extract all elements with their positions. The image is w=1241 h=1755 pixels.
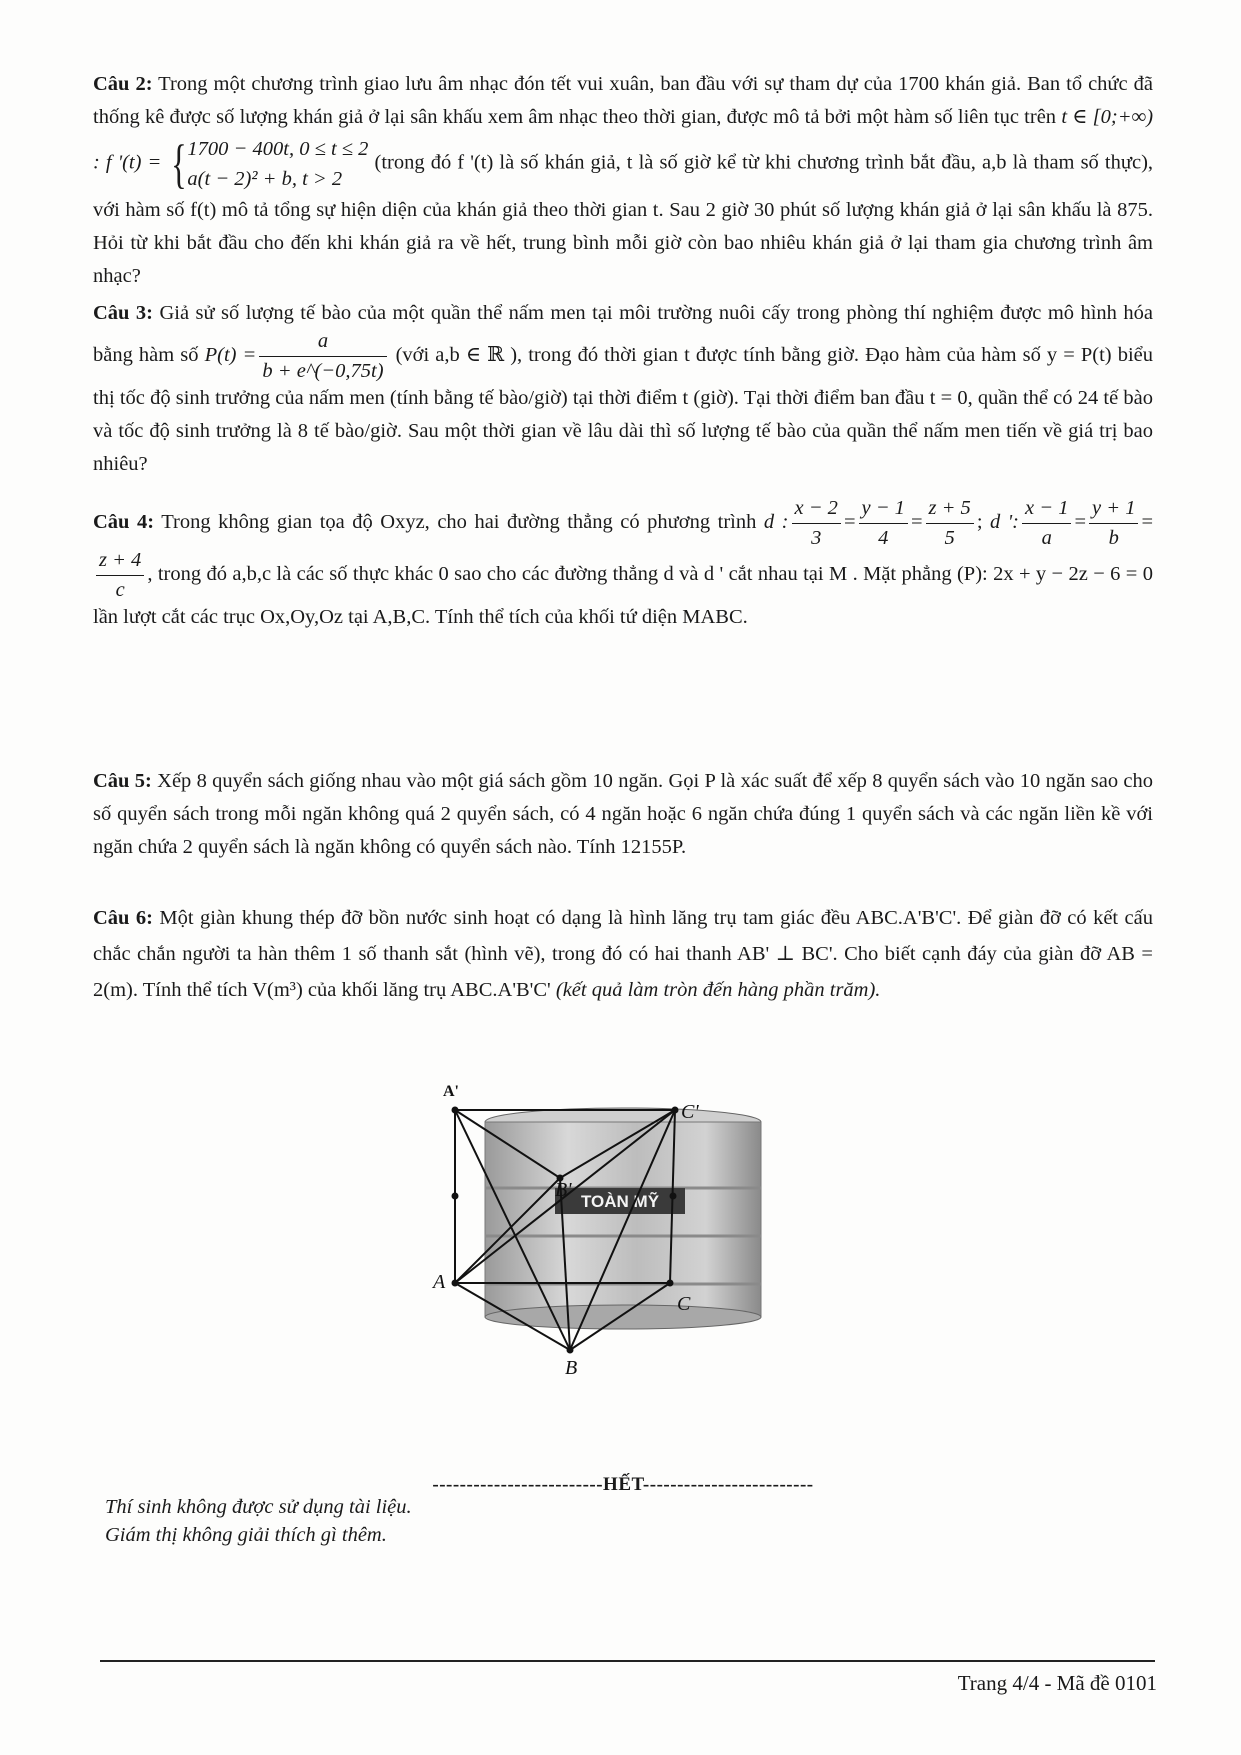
- question-2-text-b: (trong đó f '(t) là số khán giả, t là số giờ kể từ khi chương trình bắt đầu, a,b là tham số thực), với hàm số f(t) mô tả tổng sự hiện diện của khán giả theo thời gian t. Sau 2 giờ 30 phút số lượng khán giả ở lại sân khấu là 875. Hỏi từ khi bắt đầu cho đến khi khán giả ra về hết, trung bình mỗi giờ còn bao nhiêu khán giả ở lại tham gia chương trình âm nhạc?: [93, 151, 1154, 287]
- question-6-label: Câu 6:: [93, 907, 153, 929]
- vertex-label-c-prime: C': [681, 1101, 699, 1123]
- question-3-label: Câu 3:: [93, 302, 153, 324]
- tank-brand-text: TOÀN MỸ: [580, 1192, 660, 1211]
- piecewise-brace: {: [170, 134, 187, 194]
- question-5-label: Câu 5:: [93, 770, 152, 792]
- question-4: Câu 4: Trong không gian tọa độ Oxyz, cho hai đường thẳng có phương trình d : $\frac{x - 2}{3}$ = $\frac{y - 1}{4}$ = $\frac{z + 5}{5}$ ; d ': $\frac{x - 1}{a}$ = $\frac{y + 1}{b}$ = $\frac{z + 4}{c}$ , trong đó a,b,c là các số thực khác 0 sao cho các đường thẳng d và d ' cắt nhau tại M . Mặt phẳng (P): 2x + y − 2z − 6 = 0 lần lượt cắt các trục Ox,Oy,Oz tại A,B,C. Tính thể tích của khối tứ diện MABC.: [93, 497, 1154, 629]
- question-6-text: Một giàn khung thép đỡ bồn nước sinh hoạt có dạng là hình lăng trụ tam giác đều ABC.A'B'C'. Để giàn đỡ có kết cấu chắc chắn người ta hàn thêm 1 số thanh sắt (hình vẽ), trong đó có hai thanh AB' ⊥ BC'. Cho biết cạnh đáy của giàn đỡ AB = 2(m). Tính thể tích V(m³) của khối lăng trụ ABC.A'B'C': [93, 907, 1153, 1001]
- fraction-denominator: 4: [878, 526, 889, 549]
- question-2-label: Câu 2:: [93, 73, 153, 95]
- line-d-fraction-1: [792, 497, 841, 549]
- line-d-fraction-2: [859, 497, 908, 549]
- footer-divider: [100, 1660, 1155, 1662]
- line-dp-fraction-3: [96, 549, 144, 601]
- fraction-numerator: x − 1: [1022, 497, 1071, 524]
- end-marker: -------------------------HẾT-------------------------: [432, 1474, 814, 1495]
- fraction-numerator: x − 2: [792, 497, 841, 524]
- fraction-denominator: 3: [811, 526, 822, 549]
- page-footer: Trang 4/4 - Mã đề 0101: [957, 1671, 1157, 1695]
- piecewise-case-2: a(t − 2)² + b, t > 2: [187, 168, 343, 190]
- fraction-denominator: a: [1041, 526, 1052, 549]
- fraction-numerator: z + 4: [96, 549, 144, 576]
- line-d-name: d :: [763, 510, 789, 533]
- fraction-denominator: c: [115, 578, 125, 601]
- question-6-text-italic: (kết quả làm tròn đến hàng phần trăm).: [555, 979, 881, 1001]
- vertex-label-c: C: [677, 1293, 691, 1315]
- piecewise-case-1: 1700 − 400t, 0 ≤ t ≤ 2: [187, 138, 369, 160]
- vertex-label-a: A: [433, 1271, 446, 1293]
- vertex-label-a-prime: A': [443, 1083, 459, 1100]
- piecewise-cases: [187, 134, 368, 194]
- line-dp-fraction-1: [1022, 497, 1071, 549]
- fraction-numerator: y + 1: [1089, 497, 1138, 524]
- fraction-numerator: y − 1: [859, 497, 908, 524]
- fraction-denominator: 5: [944, 526, 955, 549]
- fraction-numerator: z + 5: [926, 497, 974, 524]
- question-3: [93, 297, 1153, 481]
- fraction-numerator: a: [259, 330, 386, 357]
- question-4-label: Câu 4:: [93, 510, 155, 533]
- line-d-fraction-3: [926, 497, 974, 549]
- question-3-text-a: Giả sử số lượng tế bào của một quần thể nấm men tại môi trường nuôi cấy trong phòng thí nghiệm được mô hình hóa bằng hàm số: [93, 302, 1153, 366]
- question-2-func: : f '(t) =: [93, 151, 162, 174]
- fraction-denominator: b: [1108, 526, 1119, 549]
- question-3-fraction: [259, 330, 386, 382]
- question-3-text-b: (với a,b ∈ ℝ ), trong đó thời gian t được tính bằng giờ. Đạo hàm của hàm số y = P(t) biểu thị tốc độ sinh trưởng của nấm men (tính bằng tế bào/giờ) tại thời điểm t (giờ). Tại thời điểm ban đầu t = 0, quần thể có 24 tế bào và tốc độ sinh trưởng là 8 tế bào/giờ. Sau một thời gian về lâu dài thì số lượng tế bào của quần thể nấm men tiến về giá trị bao nhiêu?: [93, 343, 1153, 476]
- question-5: [93, 765, 1153, 864]
- line-dp-fraction-2: [1089, 497, 1138, 549]
- question-4-text-b: , trong đó a,b,c là các số thực khác 0 sao cho các đường thẳng d và d ' cắt nhau tại M . Mặt phẳng (P): 2x + y − 2z − 6 = 0 lần lượt cắt các trục Ox,Oy,Oz tại A,B,C. Tính thể tích của khối tứ diện MABC.: [93, 562, 1153, 629]
- note-no-materials: Thí sinh không được sử dụng tài liệu.: [105, 1496, 412, 1518]
- prism-tank-figure: [433, 1083, 785, 1418]
- question-2: [93, 68, 1153, 293]
- question-2-text-a: Trong một chương trình giao lưu âm nhạc đón tết vui xuân, ban đầu với sự tham dự của 1700 khán giả. Ban tổ chức đã thống kê được số lượng khán giả ở lại sân khấu xem âm nhạc theo thời gian, được mô tả bởi một hàm số liên tục trên: [93, 73, 1153, 128]
- vertex-label-b-prime: B': [555, 1179, 572, 1201]
- question-6: [93, 900, 1153, 1008]
- fraction-denominator: b + e^(−0,75t): [262, 359, 384, 382]
- question-4-text-a: Trong không gian tọa độ Oxyz, cho hai đường thẳng có phương trình: [161, 510, 757, 533]
- vertex-label-b: B: [565, 1357, 578, 1379]
- line-dp-name: d ':: [990, 510, 1020, 533]
- question-3-lhs: P(t) =: [204, 343, 257, 366]
- note-no-explanation: Giám thị không giải thích gì thêm.: [105, 1524, 387, 1546]
- question-5-text: Xếp 8 quyển sách giống nhau vào một giá sách gồm 10 ngăn. Gọi P là xác suất để xếp 8 quyển sách vào 10 ngăn sao cho số quyển sách trong mỗi ngăn không quá 2 quyển sách, có 4 ngăn hoặc 6 ngăn chứa đúng 1 quyển sách và các ngăn liền kề với ngăn chứa 2 quyển sách là ngăn không có quyển sách nào. Tính 12155P.: [93, 770, 1153, 858]
- question-2-domain: t ∈ [0;+∞): [1061, 106, 1154, 128]
